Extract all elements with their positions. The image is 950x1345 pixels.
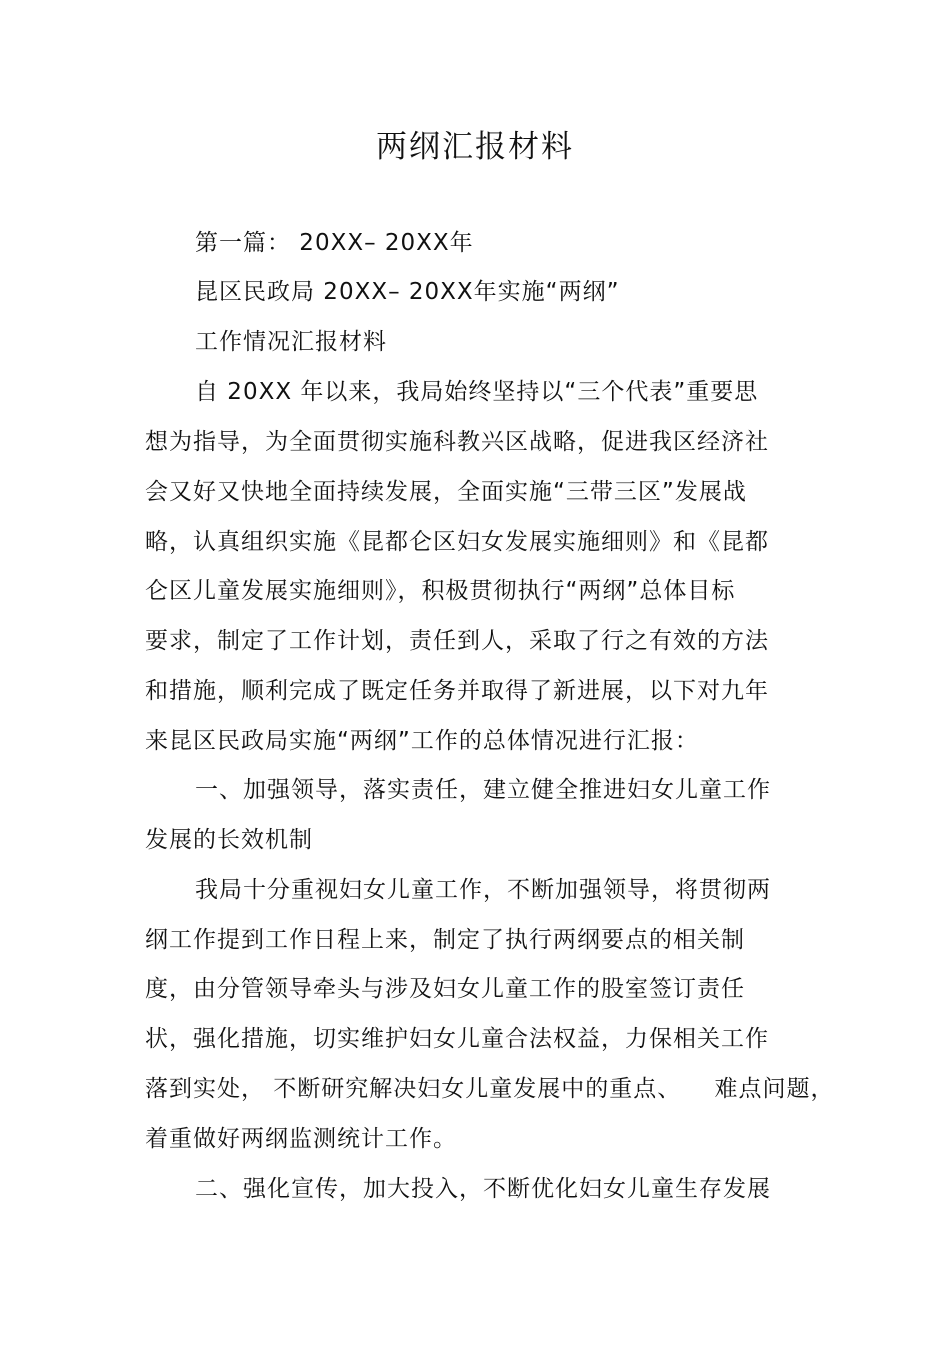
paragraph-line: 想为指导，为全面贯彻实施科教兴区战略，促进我区经济社	[145, 429, 769, 455]
section-heading-line: 第一篇： 20XX– 20XX年	[195, 230, 474, 256]
paragraph-line: 略，认真组织实施《昆都仑区妇女发展实施细则》和《昆都	[145, 529, 769, 555]
paragraph-line: 我局十分重视妇女儿童工作，不断加强领导，将贯彻两	[195, 877, 771, 903]
paragraph-line: 和措施，顺利完成了既定任务并取得了新进展，以下对九年	[145, 678, 769, 704]
section-heading-line: 昆区民政局 20XX– 20XX年实施“两纲”	[195, 279, 620, 305]
paragraph-line: 纲工作提到工作日程上来，制定了执行两纲要点的相关制	[145, 927, 745, 953]
paragraph-line: 来昆区民政局实施“两纲”工作的总体情况进行汇报：	[145, 728, 699, 754]
section-heading-line: 工作情况汇报材料	[195, 329, 387, 355]
paragraph-line: 度，由分管领导牵头与涉及妇女儿童工作的股室签订责任	[145, 976, 745, 1002]
paragraph-line: 状，强化措施，切实维护妇女儿童合法权益，力保相关工作	[145, 1026, 769, 1052]
subheading-line: 二、强化宣传，加大投入，不断优化妇女儿童生存发展	[195, 1176, 771, 1202]
document-title: 两纲汇报材料	[376, 129, 574, 165]
paragraph-line: 会又好又快地全面持续发展，全面实施“三带三区”发展战	[145, 479, 747, 505]
paragraph-line: 仑区儿童发展实施细则》，积极贯彻执行“两纲”总体目标	[145, 578, 736, 604]
paragraph-line: 着重做好两纲监测统计工作。	[145, 1126, 457, 1152]
paragraph-line: 要求，制定了工作计划，责任到人，采取了行之有效的方法	[145, 628, 769, 654]
paragraph-line: 自 20XX 年以来，我局始终坚持以“三个代表”重要思	[195, 379, 759, 405]
subheading-line: 一、加强领导，落实责任，建立健全推进妇女儿童工作	[195, 777, 771, 803]
subheading-line: 发展的长效机制	[145, 827, 313, 853]
paragraph-line: 落到实处， 不断研究解决妇女儿童发展中的重点、 难点问题，	[145, 1076, 835, 1102]
